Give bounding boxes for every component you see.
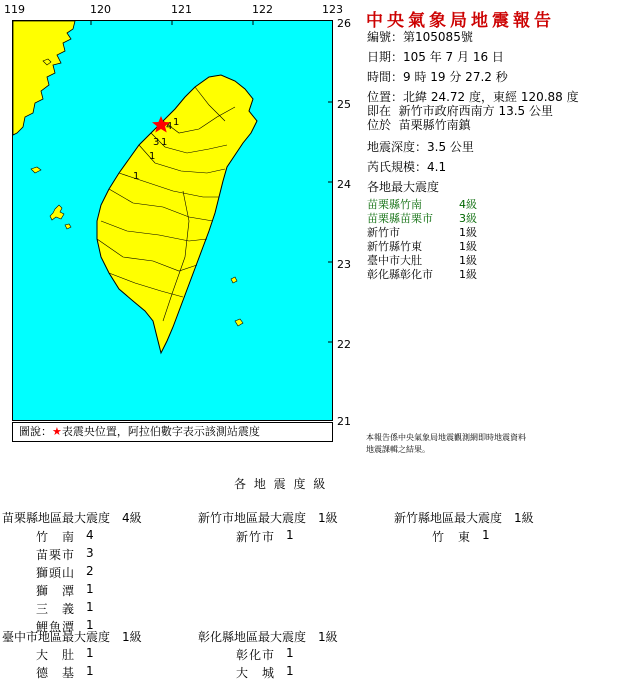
- station-row: 德 基 1: [36, 664, 95, 680]
- region-header-changhua: 彰化縣地區最大震度 1級: [198, 630, 338, 644]
- report-note-line2: 地震課輯之結果。: [366, 445, 430, 454]
- report-time: 時間：9 時 19 分 27.2 秒: [367, 70, 508, 84]
- lat-tick-25: 25: [337, 98, 351, 111]
- lat-tick-23: 23: [337, 258, 351, 271]
- epicenter-map: [12, 20, 333, 421]
- lon-tick-119: 119: [4, 3, 25, 16]
- lat-tick-24: 24: [337, 178, 351, 191]
- report-title: 中央氣象局地震報告: [366, 11, 555, 31]
- region-header-taichung: 臺中市地區最大震度 1級: [2, 630, 142, 644]
- station-row: 三 義 1: [36, 600, 95, 616]
- island-penghu-small: [65, 224, 71, 229]
- station-label-miaoli: 3: [153, 137, 160, 148]
- report-within: 位於 苗栗縣竹南鎮: [367, 118, 471, 132]
- report-number: 編號：第105085號: [367, 30, 473, 44]
- region-header-hsinchu-city: 新竹市地區最大震度 1級: [198, 511, 338, 525]
- report-relative: 即在 新竹市政府西南方 13.5 公里: [367, 104, 554, 118]
- lon-tick-123: 123: [322, 3, 343, 16]
- stations-title: 各 地 震 度 級: [234, 477, 328, 491]
- report-magnitude: 芮氏規模：4.1: [367, 160, 447, 174]
- lon-tick-120: 120: [90, 3, 111, 16]
- lat-tick-26: 26: [337, 17, 351, 30]
- island-kinmen: [31, 167, 41, 173]
- map-legend: [12, 422, 333, 442]
- region-header-hsinchu-county: 新竹縣地區最大震度 1級: [394, 511, 534, 525]
- station-row: 獅 潭 1: [36, 582, 95, 598]
- region-header-miaoli: 苗栗縣地區最大震度 4級: [2, 511, 142, 525]
- china-coast-land: [13, 21, 75, 135]
- station-row: 竹 東 1: [432, 528, 491, 544]
- max-intensity-title: 各地最大震度: [367, 180, 440, 194]
- station-row: 彰化市 1: [236, 646, 295, 662]
- station-row: 鯉魚潭 1: [36, 618, 95, 634]
- station-label-zhudong: 1: [161, 137, 168, 148]
- lat-tick-21: 21: [337, 415, 351, 428]
- legend-prefix: 圖說：: [19, 425, 52, 438]
- report-depth: 地震深度：3.5 公里: [367, 140, 474, 154]
- lon-tick-121: 121: [171, 3, 192, 16]
- map-svg: [13, 21, 332, 420]
- station-row: 苗栗市 3: [36, 546, 95, 562]
- report-date: 日期：105 年 7 月 16 日: [367, 50, 504, 64]
- station-row: 獅頭山 2: [36, 564, 95, 580]
- island-orchid: [235, 319, 243, 326]
- station-row: 大 肚 1: [36, 646, 95, 662]
- station-label-zhunan: 4: [166, 121, 173, 132]
- legend-text: 表震央位置，阿拉伯數字表示該測站震度: [61, 425, 260, 438]
- station-label-dadu: 1: [133, 171, 140, 182]
- station-row: 大 城 1: [236, 664, 295, 680]
- island-green: [231, 277, 237, 283]
- station-label-changhua: 1: [149, 151, 156, 162]
- island-penghu: [50, 205, 64, 220]
- report-location: 位置：北緯 24.72 度，東經 120.88 度: [367, 90, 579, 104]
- station-label-hsinchu: 1: [173, 117, 180, 128]
- lon-tick-122: 122: [252, 3, 273, 16]
- report-note-line1: 本報告係中央氣象局地震觀測網即時地震資料: [366, 433, 526, 442]
- star-icon: ★: [52, 425, 62, 438]
- lat-tick-22: 22: [337, 338, 351, 351]
- station-row: 竹 南 4: [36, 528, 95, 544]
- station-row: 新竹市 1: [236, 528, 295, 544]
